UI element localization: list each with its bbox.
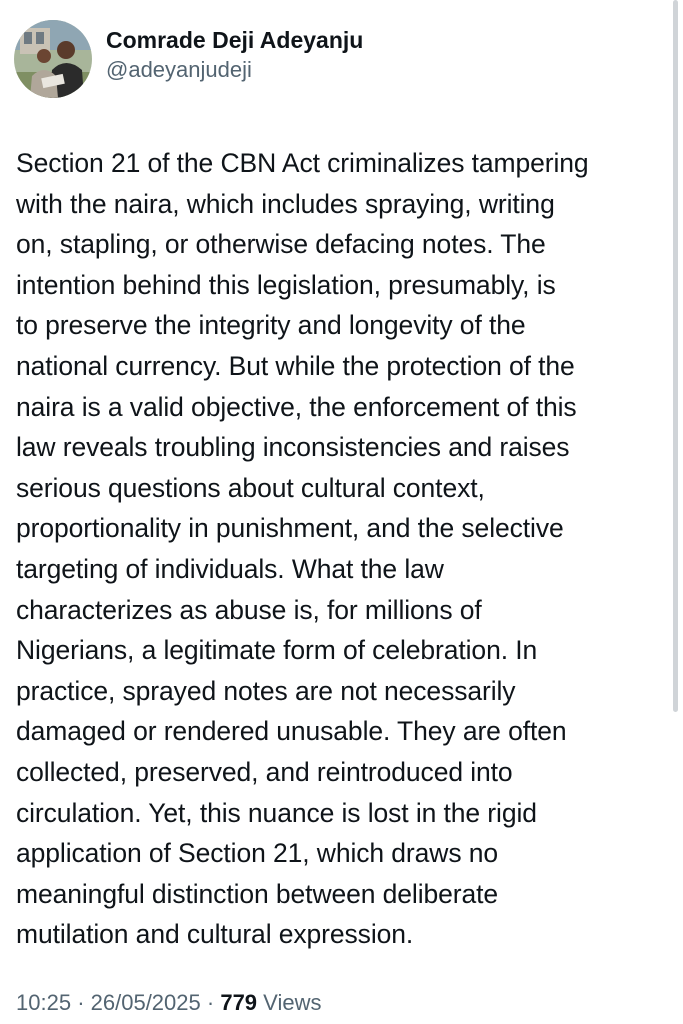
scrollbar[interactable] xyxy=(673,0,678,712)
views-label[interactable]: Views xyxy=(263,990,322,1015)
tweet-text: Section 21 of the CBN Act criminalizes tampering with the naira, which includes spraying, writing on, stapling, or otherwise defacing notes. The intention behind this legislation, presumably, is to preserve the integrity and longevity of the national currency. But while the protection of the naira is a valid objective, the enforcement of this law reveals troubling inconsistencies and raises serious questions about cultural context, proportionality in punishment, and the selective targeting of individuals. What the law characterizes as abuse is, for millions of Nigerians, a legitimate form of celebration. In practice, sprayed notes are not necessarily damaged or rendered unusable. They are often collected, preserved, and reintroduced into circulation. Yet, this nuance is lost in the rigid application of Section 21, which draws no meaningful distinction between deliberate mutilation and cultural expression. xyxy=(16,148,589,950)
meta-separator: · xyxy=(77,990,85,1015)
avatar[interactable] xyxy=(14,20,92,98)
tweet-date[interactable]: 26/05/2025 xyxy=(90,990,201,1015)
views-count[interactable]: 779 xyxy=(220,990,258,1015)
author-handle[interactable]: @adeyanjudeji xyxy=(106,57,252,82)
meta-separator-2: · xyxy=(206,990,215,1015)
author-display-name[interactable]: Comrade Deji Adeyanju xyxy=(106,27,364,53)
author-names xyxy=(106,26,363,84)
tweet-meta xyxy=(16,988,321,1018)
avatar-photo xyxy=(14,20,92,98)
tweet-time[interactable]: 10:25 xyxy=(16,990,72,1015)
tweet-header xyxy=(14,20,363,98)
